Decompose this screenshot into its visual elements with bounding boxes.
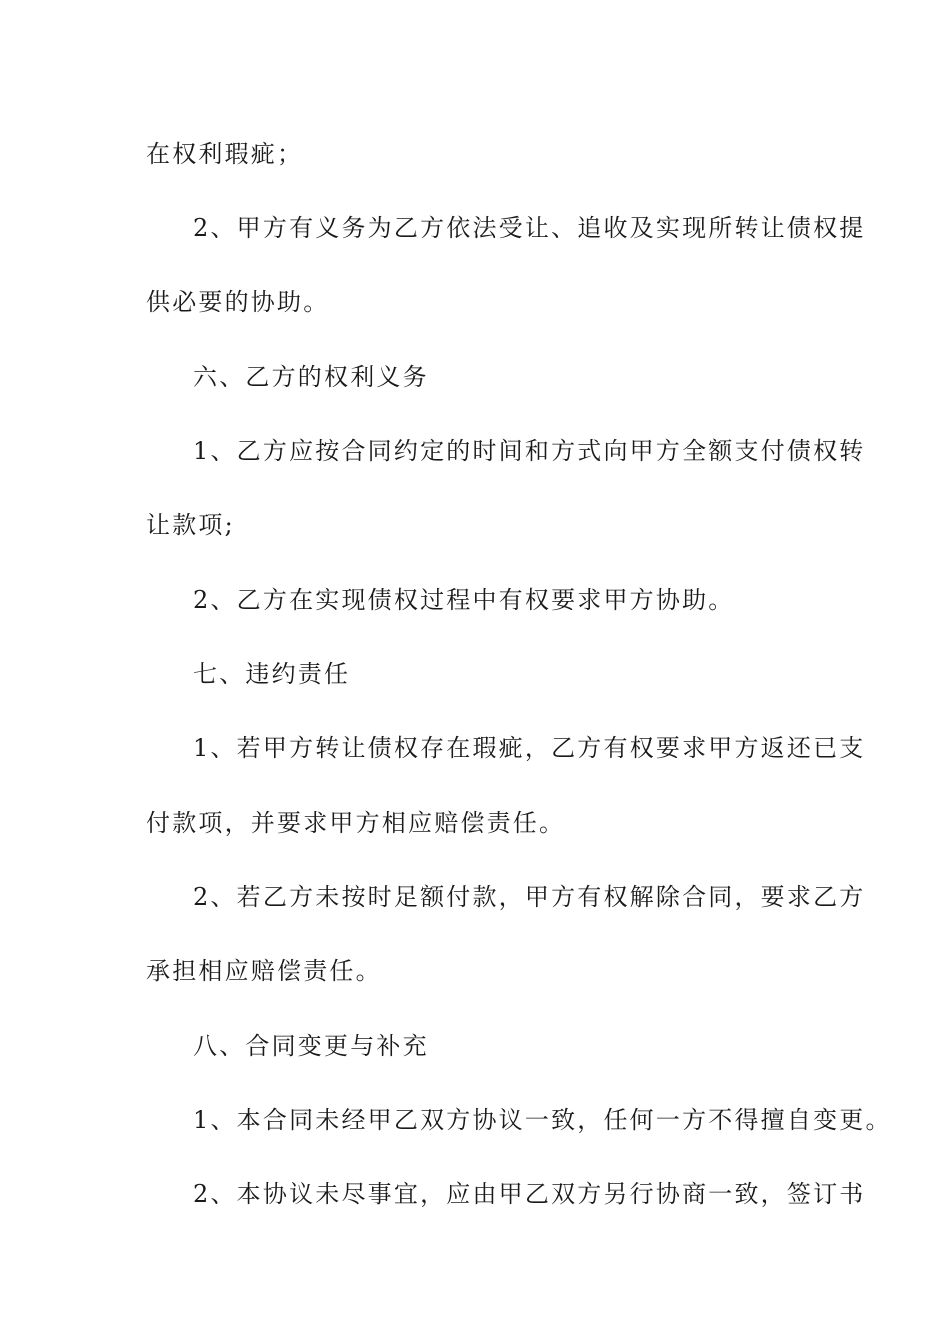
paragraph-7-1-start: 1、若甲方转让债权存在瑕疵，乙方有权要求甲方返还已支: [193, 734, 866, 762]
paragraph-6-2: 2、乙方在实现债权过程中有权要求甲方协助。: [193, 586, 735, 614]
paragraph-7-1-end: 付款项，并要求甲方相应赔偿责任。: [146, 809, 566, 837]
paragraph-5-2-start: 2、甲方有义务为乙方依法受让、追收及实现所转让债权提: [193, 214, 866, 242]
paragraph-7-2-end: 承担相应赔偿责任。: [146, 957, 382, 985]
paragraph-5-2-end: 供必要的协助。: [146, 288, 330, 316]
section-heading-7: 七、违约责任: [193, 660, 351, 688]
paragraph-6-1-end: 让款项;: [146, 511, 235, 539]
text-line-continuation: 在权利瑕疵；: [146, 140, 304, 168]
paragraph-6-1-start: 1、乙方应按合同约定的时间和方式向甲方全额支付债权转: [193, 437, 866, 465]
section-heading-8: 八、合同变更与补充: [193, 1032, 429, 1060]
paragraph-8-1: 1、本合同未经甲乙双方协议一致，任何一方不得擅自变更。: [193, 1106, 892, 1134]
section-heading-6: 六、乙方的权利义务: [193, 363, 429, 391]
paragraph-8-2-start: 2、本协议未尽事宜，应由甲乙双方另行协商一致，签订书: [193, 1180, 866, 1208]
paragraph-7-2-start: 2、若乙方未按时足额付款，甲方有权解除合同，要求乙方: [193, 883, 866, 911]
